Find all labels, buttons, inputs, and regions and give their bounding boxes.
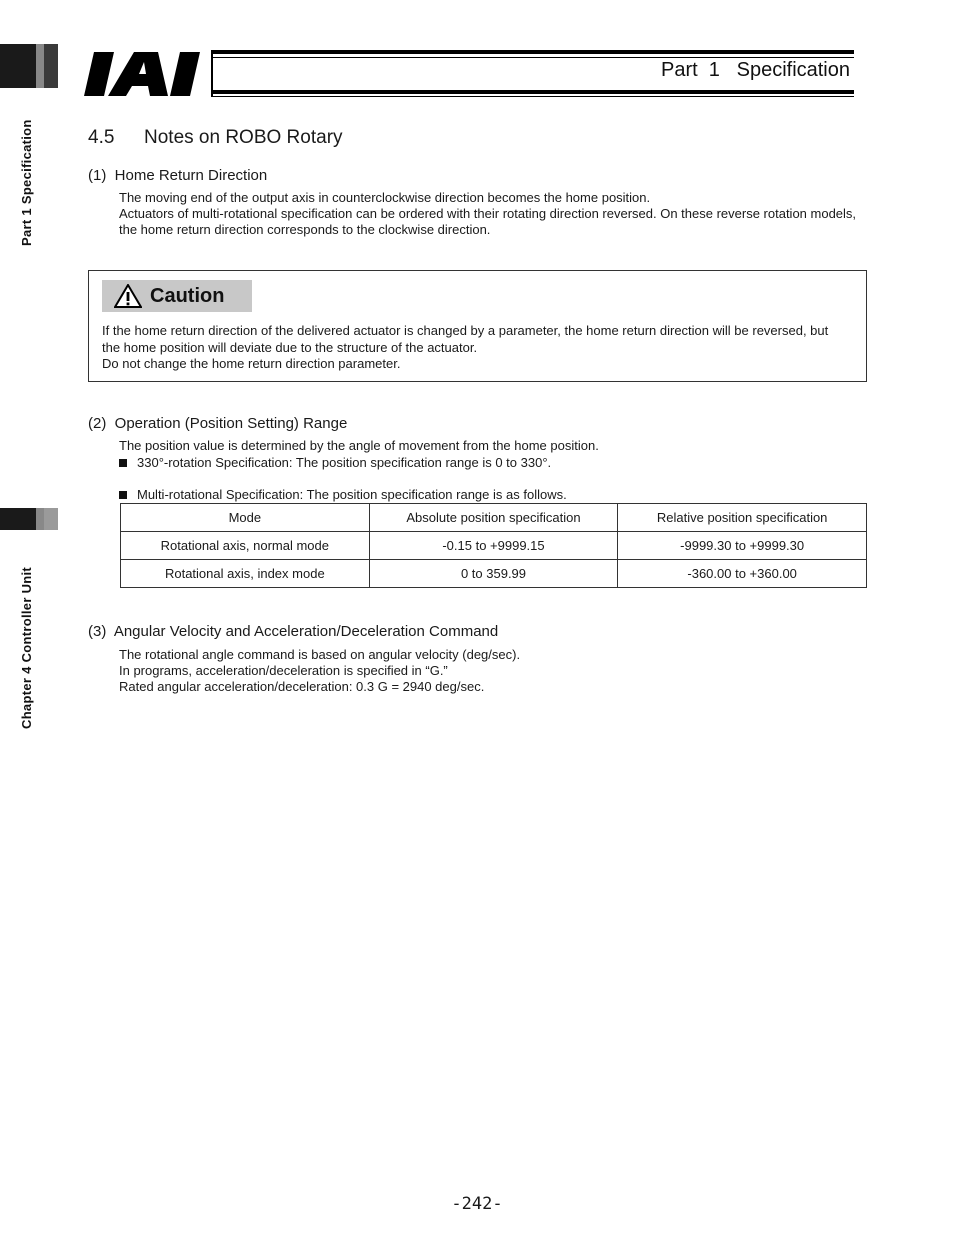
table-header-row [121, 504, 867, 532]
chapter-tab-marker-gray [36, 508, 44, 530]
table-header-cell: Absolute position specification [369, 504, 618, 532]
bullet-330-text: 330°-rotation Specification: The position specification range is 0 to 330°. [137, 455, 552, 470]
bullet-square-icon [119, 459, 127, 467]
position-range-table [120, 503, 867, 588]
angular-line-2: In programs, acceleration/deceleration is specified in “G.” [119, 663, 448, 678]
bullet-multi-rotational [119, 487, 567, 502]
table-row [121, 560, 867, 588]
angular-line-3: Rated angular acceleration/deceleration: 0.3 G = 2940 deg/sec. [119, 679, 485, 694]
section-number: 4.5 [88, 127, 115, 148]
operation-range-intro: The position value is determined by the angle of movement from the home position. [119, 438, 599, 453]
section-heading [88, 127, 343, 149]
table-cell: -360.00 to +360.00 [618, 560, 867, 588]
part-side-label: Part 1 Specification [19, 119, 34, 246]
bullet-330-rotation [119, 455, 551, 470]
subheading-angular-velocity: (3) Angular Velocity and Acceleration/Deceleration Command [88, 623, 499, 640]
table-cell: Rotational axis, index mode [121, 560, 370, 588]
header-rule-top [211, 50, 854, 54]
page-number: -242- [451, 1194, 503, 1214]
angular-velocity-text [119, 647, 879, 695]
subheading-operation-range: (2) Operation (Position Setting) Range [88, 415, 348, 432]
part-tab-marker [0, 44, 36, 88]
caution-line-1: If the home return direction of the delivered actuator is changed by a parameter, the home return direction will be reversed, but the home position will deviate due to the structure of the actuator. [102, 323, 829, 355]
table-cell: 0 to 359.99 [369, 560, 618, 588]
table-header-cell: Relative position specification [618, 504, 867, 532]
table-cell: -9999.30 to +9999.30 [618, 532, 867, 560]
iai-logo [84, 50, 204, 98]
part-tab-marker-light [44, 44, 58, 88]
chapter-tab-marker [0, 508, 36, 530]
warning-triangle-icon [114, 284, 142, 308]
header-rule-bottom [211, 90, 854, 94]
bullet-square-icon [119, 491, 127, 499]
bullet-multi-text: Multi-rotational Specification: The position specification range is as follows. [137, 487, 567, 502]
table-row [121, 532, 867, 560]
header-rule-thin [211, 57, 854, 58]
table-header-cell: Mode [121, 504, 370, 532]
angular-line-1: The rotational angle command is based on angular velocity (deg/sec). [119, 647, 521, 662]
home-return-line-1: The moving end of the output axis in counterclockwise direction becomes the home position. [119, 190, 651, 205]
header-rule-bottom-thin [211, 96, 854, 97]
table-cell: Rotational axis, normal mode [121, 532, 370, 560]
header-title: Part 1 Specification [661, 59, 850, 81]
caution-label: Caution [150, 284, 225, 307]
caution-text [102, 323, 842, 373]
subheading-home-return: (1) Home Return Direction [88, 167, 268, 184]
caution-banner [102, 280, 252, 312]
chapter-side-label: Chapter 4 Controller Unit [19, 566, 34, 729]
caution-box [88, 270, 867, 382]
section-title: Notes on ROBO Rotary [144, 127, 343, 148]
table-cell: -0.15 to +9999.15 [369, 532, 618, 560]
chapter-tab-marker-light [44, 508, 58, 530]
caution-line-2: Do not change the home return direction parameter. [102, 356, 401, 371]
part-tab-marker-gray [36, 44, 44, 88]
home-return-text [119, 190, 879, 238]
home-return-line-2: Actuators of multi-rotational specification can be ordered with their rotating direction reversed. On these reverse rotation models, the home return direction corresponds to the clockwise direction. [119, 206, 857, 237]
